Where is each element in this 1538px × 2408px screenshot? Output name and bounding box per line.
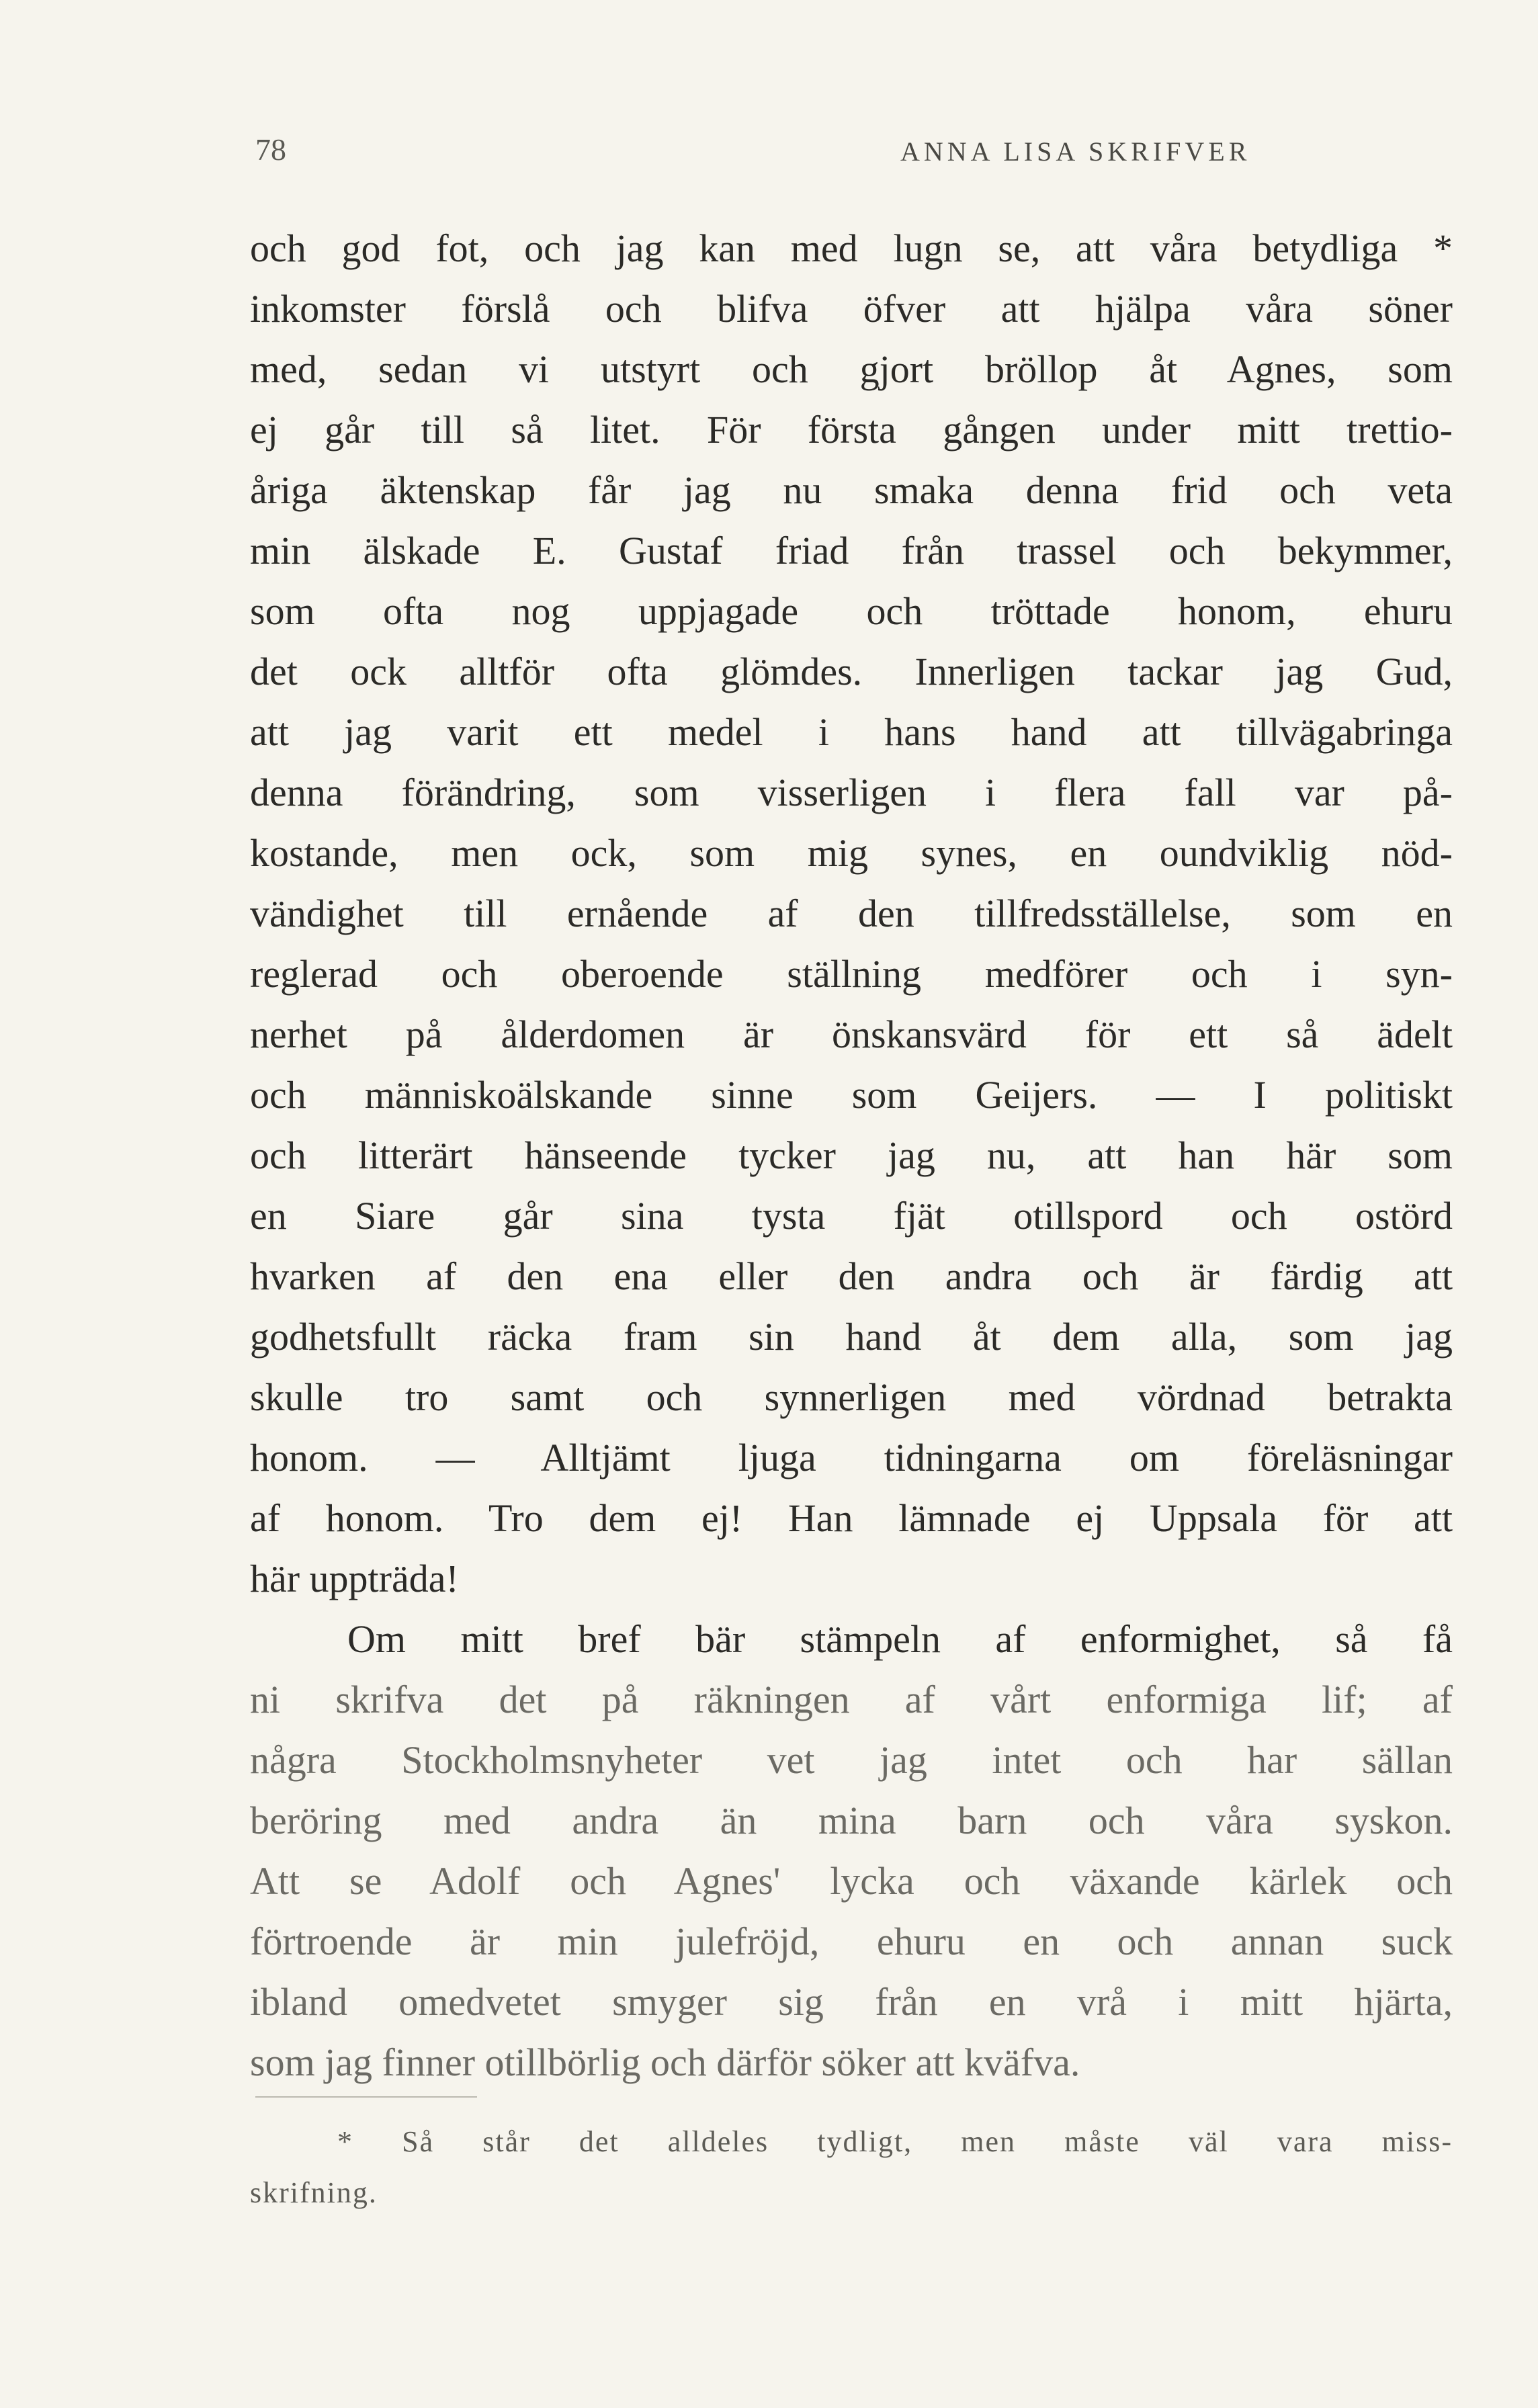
body-text (250, 218, 1453, 2093)
text-line: ni skrifva det på räkningen af vårt enformiga lif; af (250, 1678, 1453, 1721)
text-line: godhetsfullt räcka fram sin hand åt dem alla, som jag (250, 1315, 1453, 1359)
footnote-divider (255, 2096, 477, 2098)
text-line: och människoälskande sinne som Geijers. — I politiskt (250, 1073, 1453, 1117)
text-line: som jag finner otillbörlig och därför söker att kväfva. (250, 2040, 1080, 2084)
text-line: med, sedan vi utstyrt och gjort bröllop åt Agnes, som (250, 347, 1453, 391)
text-line: vändighet till ernående af den tillfredsställelse, som en (250, 892, 1453, 935)
text-line: beröring med andra än mina barn och våra syskon. (250, 1799, 1453, 1842)
footnote-line: * Så står det alldeles tydligt, men måste väl vara miss- (337, 2125, 1453, 2158)
page-header (255, 132, 1451, 172)
running-head: ANNA LISA SKRIFVER (900, 136, 1251, 167)
text-line: här uppträda! (250, 1557, 459, 1600)
text-line: ej går till så litet. För första gången under mitt trettio- (250, 408, 1453, 452)
text-line: åriga äktenskap får jag nu smaka denna frid och veta (250, 468, 1453, 512)
text-line: en Siare går sina tysta fjät otillspord och ostörd (250, 1194, 1453, 1238)
text-line: några Stockholmsnyheter vet jag intet och har sällan (250, 1738, 1453, 1782)
text-line: Om mitt bref bär stämpeln af enformighet, så få (347, 1617, 1453, 1661)
text-line: denna förändring, som visserligen i flera fall var på- (250, 771, 1453, 814)
text-line: min älskade E. Gustaf friad från trassel och bekymmer, (250, 529, 1453, 572)
text-line: som ofta nog uppjagade och tröttade honom, ehuru (250, 589, 1453, 633)
page-number: 78 (255, 132, 286, 167)
text-line: och god fot, och jag kan med lugn se, att våra betydliga * (250, 226, 1453, 270)
text-line: reglerad och oberoende ställning medförer och i syn- (250, 952, 1453, 996)
footnote (250, 2116, 1453, 2219)
text-line: förtroende är min julefröjd, ehuru en och annan suck (250, 1920, 1453, 1963)
footnote-line: skrifning. (250, 2176, 378, 2209)
text-line: och litterärt hänseende tycker jag nu, att han här som (250, 1133, 1453, 1177)
text-line: det ock alltför ofta glömdes. Innerligen tackar jag Gud, (250, 650, 1453, 693)
text-line: hvarken af den ena eller den andra och är färdig att (250, 1254, 1453, 1298)
text-line: kostande, men ock, som mig synes, en oundviklig nöd- (250, 831, 1453, 875)
text-line: Att se Adolf och Agnes' lycka och växande kärlek och (250, 1859, 1453, 1903)
text-line: ibland omedvetet smyger sig från en vrå i mitt hjärta, (250, 1980, 1453, 2024)
text-line: nerhet på ålderdomen är önskansvärd för ett så ädelt (250, 1013, 1453, 1056)
text-line: honom. — Alltjämt ljuga tidningarna om föreläsningar (250, 1436, 1453, 1479)
text-line: inkomster förslå och blifva öfver att hjälpa våra söner (250, 287, 1453, 331)
text-line: att jag varit ett medel i hans hand att tillvägabringa (250, 710, 1453, 754)
text-line: af honom. Tro dem ej! Han lämnade ej Uppsala för att (250, 1496, 1453, 1540)
text-line: skulle tro samt och synnerligen med vördnad betrakta (250, 1375, 1453, 1419)
